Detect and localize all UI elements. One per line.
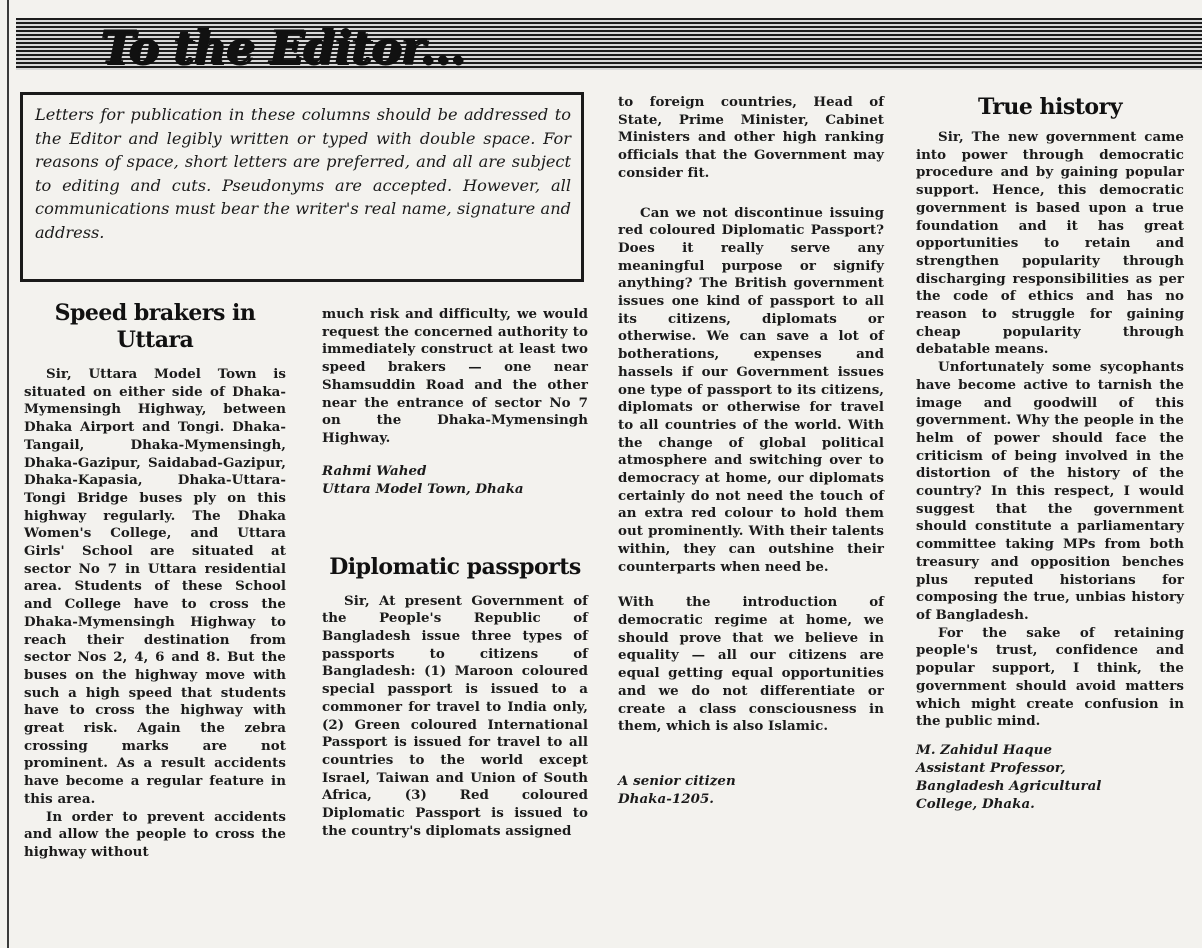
letter-passport-para-1a: Sir, At present Government of the People's Republic of Bangladesh issue three types of passports to citizens of Bangladesh: (1) Maroon coloured special passport is issued to a commoner for travel to India only, (2) Green coloured International Passport is issued for travel to all countries to the world except Israel, Taiwan and Union of South Africa, (3) Red coloured Diplomatic Passport is issued to the country's diplomats assigned <box>322 592 588 839</box>
signature-history-line-4: College, Dhaka. <box>916 795 1035 812</box>
letter-passport-para-1b: to foreign countries, Head of State, Prime Minister, Cabinet Ministers and other high ranking officials that the Government may consider fit. <box>618 94 884 181</box>
headline-speed-brakers: Speed brakers in Uttara <box>54 300 256 353</box>
letter-passport-para-2: Can we not discontinue issuing red coloured Diplomatic Passport? Does it really serve any meaningful purpose or signify anything? The British government issues one kind of passport to all its citizens, diplomats or otherwise. We can save a lot of botherations, expenses and hassels if our Government issues one type of passport to its citizens, diplomats or otherwise for travel to all countries of the world. With the change of global political atmosphere and switching over to democracy at home, our diplomats certainly do not need the touch of an extra red colour to hold them out prominently. With their talents within, they can outshine their counterparts when need be. <box>618 204 884 575</box>
editorial-notice-box <box>20 92 584 282</box>
headline-diplomatic-passports: Diplomatic passports <box>329 553 581 580</box>
headline-true-history: True history <box>978 94 1122 120</box>
signature-history-line-3: Bangladesh Agricultural <box>916 777 1102 794</box>
letter-speed-para-1: Sir, Uttara Model Town is situated on either side of Dhaka-Mymensingh Highway, between Dhaka Airport and Tongi. Dhaka-Tangail, Dhaka-Mymensingh, Dhaka-Gazipur, Saidabad-Gazipur, Dhaka-Kapasia, Dhaka-Uttara-Tongi Bridge buses ply on this highway regularly. The Dhaka Women's College, and Uttara Girls' School are situated at sector No 7 in Uttara residential area. Students of these School and College have to cross the Dhaka-Mymensingh Highway to reach their destination from sector Nos 2, 4, 6 and 8. But the buses on the highway move with such a high speed that students have to cross the highway with great risk. Again the zebra crossing marks are not prominent. As a result accidents have become a regular feature in this area. <box>24 366 286 807</box>
column-3 <box>618 94 884 808</box>
letter-history-para-2: Unfortunately some sycophants have become active to tarnish the image and goodwill of this government. Why the people in the helm of power should face the criticism of being involved in the distortion of the history of the country? In this respect, I would suggest that the government should constitute a parliamentary committee taking MPs from both treasury and opposition benches plus reputed historians for composing the true, unbias history of Bangladesh. <box>916 359 1184 623</box>
editorial-notice-text: Letters for publication in these columns should be addressed to the Editor and legibly written or typed with double space. For reasons of space, short letters are preferred, and all are subject to editing and cuts. Pseudonyms are accepted. However, all communications must bear the writer's real name, signature and address. <box>35 105 571 242</box>
signature-speed-place: Uttara Model Town, Dhaka <box>322 480 524 497</box>
signature-history-line-1: M. Zahidul Haque <box>916 741 1053 758</box>
page-edge-rule <box>7 0 9 948</box>
signature-speed-name: Rahmi Wahed <box>322 462 427 479</box>
column-2 <box>322 306 588 840</box>
signature-passport-place: Dhaka-1205. <box>618 790 715 807</box>
letter-speed-para-2a: In order to prevent accidents and allow the people to cross the highway without <box>24 808 286 860</box>
letter-passport-para-3: With the introduction of democratic regime at home, we should prove that we believe in equality — all our citizens are equal getting equal opportunities and we do not differentiate or create a class consciousness in them, which is also Islamic. <box>618 594 884 735</box>
letter-history-para-3: For the sake of retaining people's trust, confidence and popular support, I think, the government should avoid matters which might create confusion in the public mind. <box>916 624 1184 730</box>
letter-history-para-1: Sir, The new government came into power through democratic procedure and by gaining popular support. Hence, this democratic government is based upon a true foundation and it has great opportunities to retain and strengthen popularity through discharging responsibilities as per the code of ethics and has no reason to struggle for gaining cheap popularity through debatable means. <box>916 129 1184 358</box>
column-1 <box>24 300 286 862</box>
signature-history-line-2: Assistant Professor, <box>916 759 1066 776</box>
masthead-title: To the Editor... <box>100 20 465 74</box>
signature-passport-name: A senior citizen <box>618 772 736 789</box>
letter-speed-para-2b: much risk and difficulty, we would request the concerned authority to immediately construct at least two speed brakers — one near Shamsuddin Road and the other near the entrance of sector No 7 on the Dhaka-Mymensingh Highway. <box>322 306 588 446</box>
column-4 <box>916 94 1184 813</box>
